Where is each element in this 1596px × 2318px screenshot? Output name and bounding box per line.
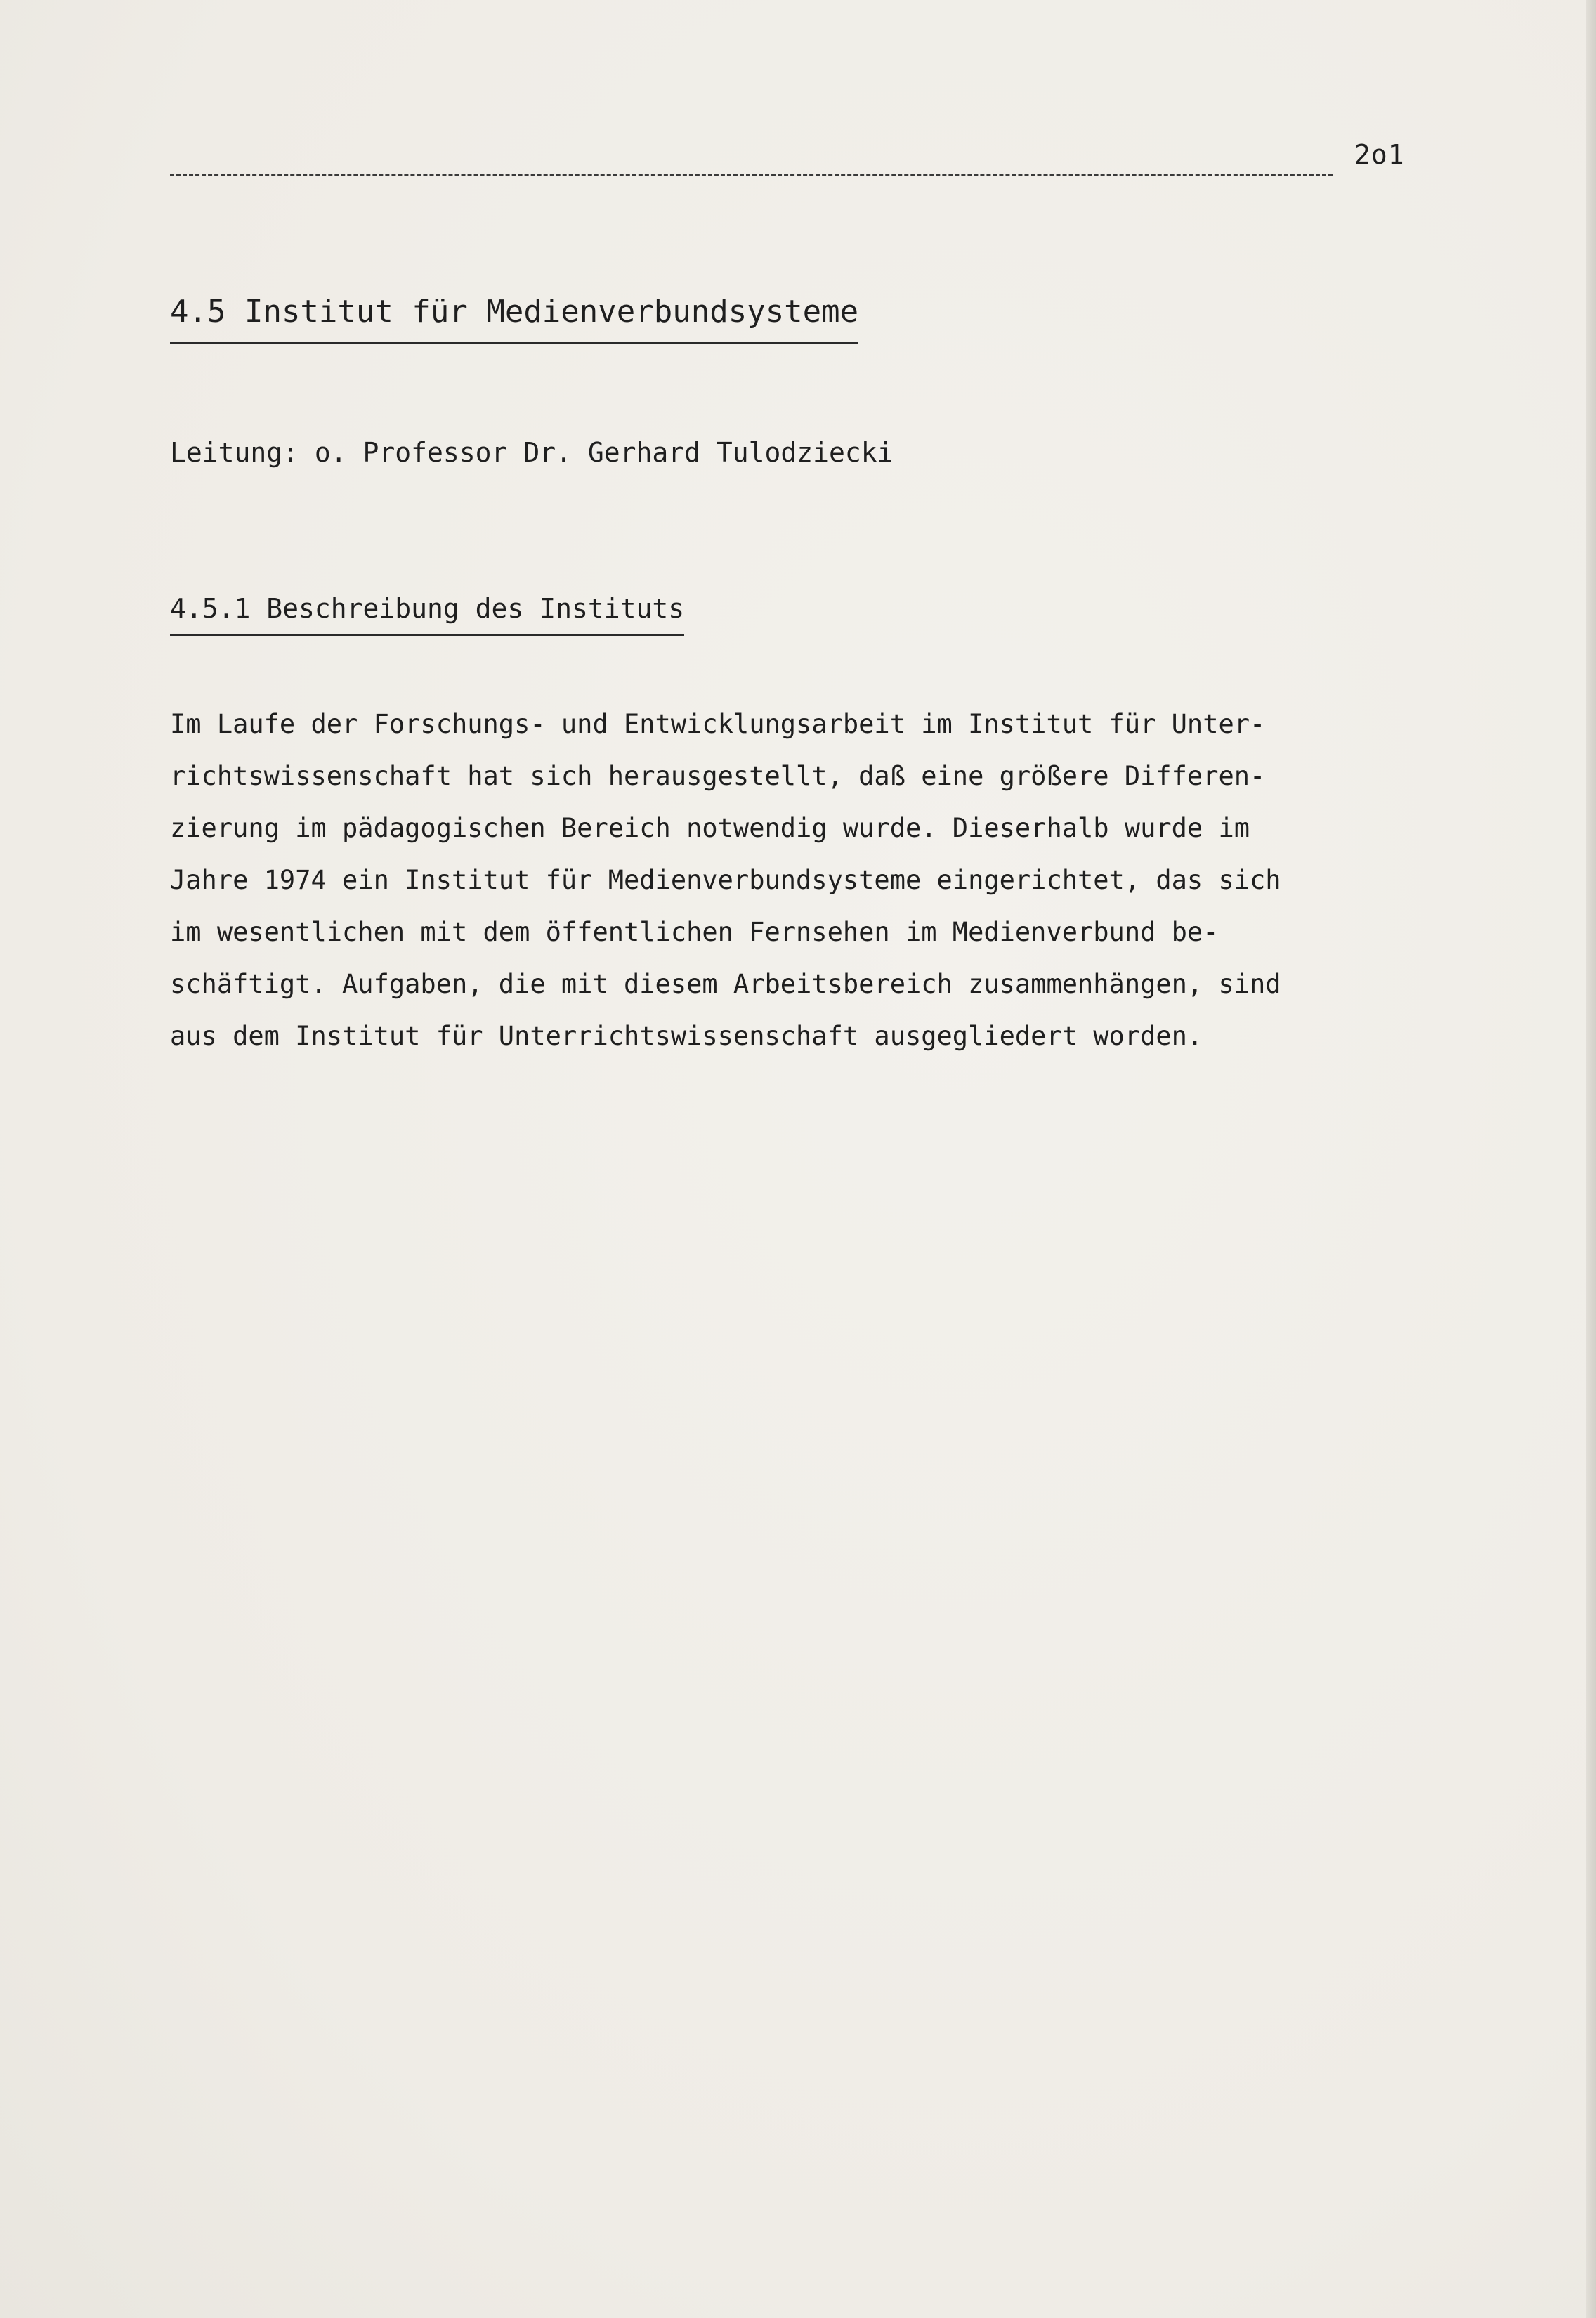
- body-line: Im Laufe der Forschungs- und Entwicklungsarbeit im Institut für Unter-: [170, 709, 1266, 739]
- body-line: richtswissenschaft hat sich herausgestellt, daß eine größere Differen-: [170, 761, 1266, 791]
- subsection-title: 4.5.1 Beschreibung des Instituts: [170, 593, 684, 636]
- section-title: 4.5 Institut für Medienverbundsysteme: [170, 294, 858, 344]
- body-paragraph: [170, 698, 1406, 1062]
- leitung-line: Leitung: o. Professor Dr. Gerhard Tulodziecki: [170, 437, 894, 468]
- page-edge-shadow: [1586, 0, 1596, 2318]
- page-number: 2o1: [1354, 139, 1405, 170]
- body-line: aus dem Institut für Unterrichtswissenschaft ausgegliedert worden.: [170, 1021, 1203, 1051]
- body-line: schäftigt. Aufgaben, die mit diesem Arbeitsbereich zusammenhängen, sind: [170, 969, 1281, 999]
- body-line: zierung im pädagogischen Bereich notwendig wurde. Dieserhalb wurde im: [170, 813, 1250, 843]
- body-line: Jahre 1974 ein Institut für Medienverbundsysteme eingerichtet, das sich: [170, 865, 1281, 895]
- body-line: im wesentlichen mit dem öffentlichen Fernsehen im Medienverbund be-: [170, 917, 1219, 947]
- header-rule: [170, 174, 1333, 176]
